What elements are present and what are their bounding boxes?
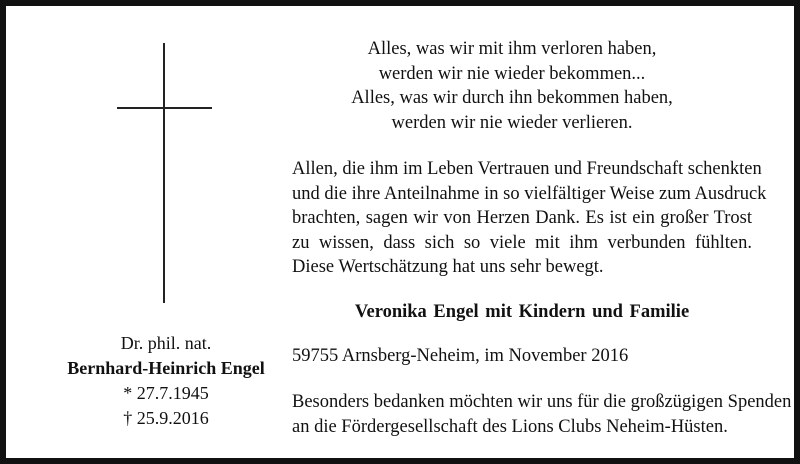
family-signature: Veronika Engel mit Kindern und Familie (354, 302, 690, 322)
thanks-line: Allen, die ihm im Leben Vertrauen und Freundschaft schenkten (292, 159, 762, 179)
thanks-line: zu wissen, dass sich so viele mit ihm verbunden fühlten. (292, 232, 752, 253)
donation-note (292, 390, 792, 439)
thanks-paragraph (292, 157, 767, 280)
donation-line: an die Fördergesellschaft des Lions Clubs Neheim-Hüsten. (292, 416, 728, 437)
cross-vertical-bar (163, 43, 165, 303)
poem-line: werden wir nie wieder verlieren. (391, 112, 633, 133)
death-date: † 25.9.2016 (123, 408, 209, 428)
deceased-info (36, 331, 296, 431)
birth-date: * 27.7.1945 (123, 383, 209, 403)
thanks-line: brachten, sagen wir von Herzen Dank. Es ist ein großer Trost (292, 208, 752, 228)
poem-line: Alles, was wir durch ihn bekommen haben, (351, 88, 673, 108)
deceased-name: Bernhard-Heinrich Engel (67, 358, 265, 378)
poem-line: Alles, was wir mit ihm verloren haben, (367, 39, 657, 59)
deceased-title: Dr. phil. nat. (120, 333, 212, 353)
cross-horizontal-bar (117, 107, 212, 109)
poem (292, 37, 732, 135)
thanks-line: Diese Wertschätzung hat uns sehr bewegt. (292, 257, 604, 277)
place-date: 59755 Arnsberg-Neheim, im November 2016 (292, 346, 629, 366)
poem-line: werden wir nie wieder bekommen... (378, 63, 646, 84)
donation-line: Besonders bedanken möchten wir uns für die großzügigen Spenden (292, 392, 792, 412)
thanks-line: und die ihre Anteilnahme in so vielfältiger Weise zum Ausdruck (292, 183, 767, 204)
